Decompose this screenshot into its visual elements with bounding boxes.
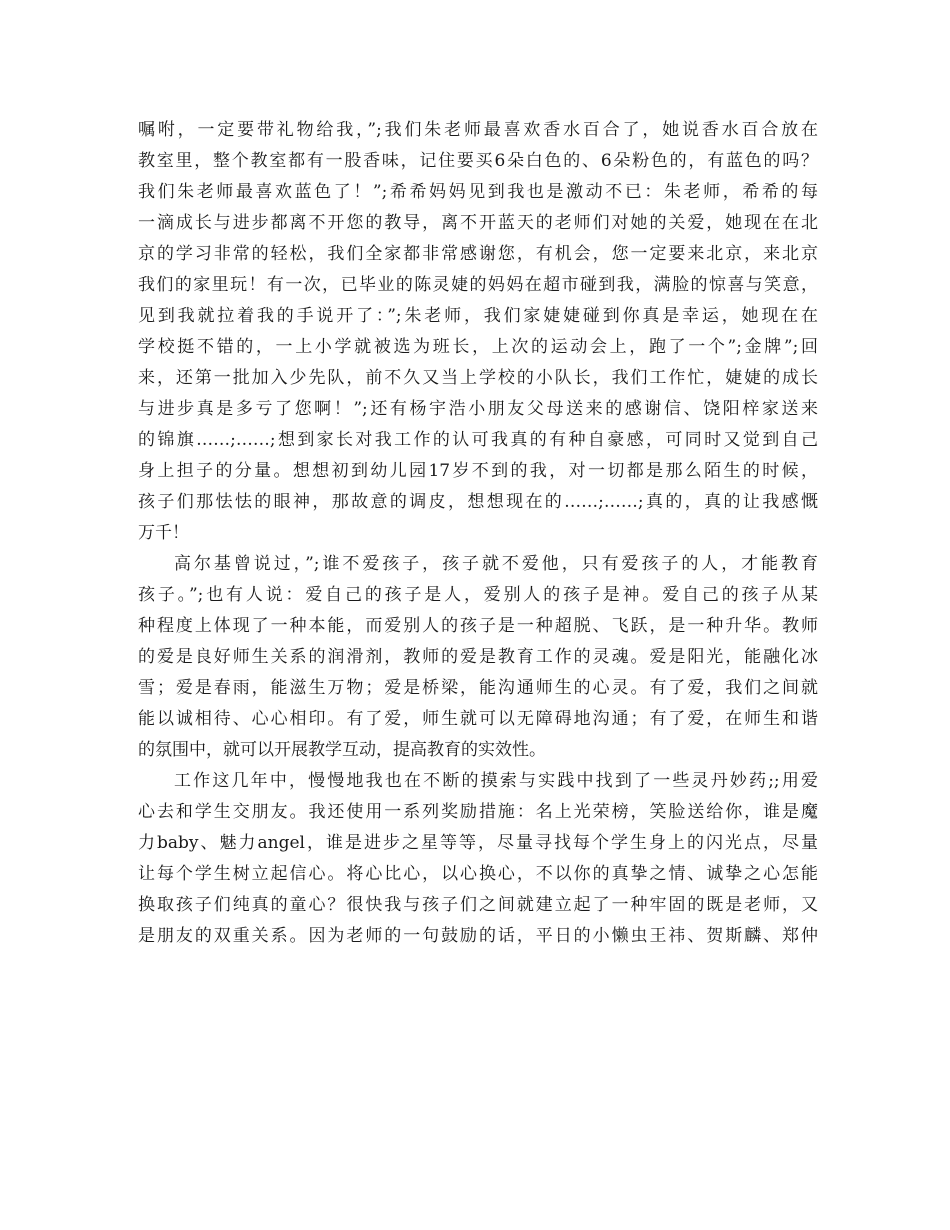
text-line: 与进步真是多亏了您啊！”;还有杨宇浩小朋友父母送来的感谢信、饶阳梓家送来 xyxy=(138,399,818,419)
text-line: 心去和学生交朋友。我还使用一系列奖励措施：名上光荣榜，笑脸送给你，谁是魔 xyxy=(138,802,818,822)
document-page xyxy=(138,115,818,952)
text-line: 一滴成长与进步都离不开您的教导，离不开蓝天的老师们对她的关爱，她现在在北 xyxy=(138,213,818,233)
text-line: 的氛围中，就可以开展教学互动，提高教育的实效性。 xyxy=(138,740,546,760)
text-line: 万千！ xyxy=(138,523,189,543)
paragraph-3 xyxy=(138,766,818,952)
text-line: 我们的家里玩！有一次，已毕业的陈灵婕的妈妈在超市碰到我，满脸的惊喜与笑意， xyxy=(138,275,818,295)
text-line: 的锦旗……;……;想到家长对我工作的认可我真的有种自豪感，可同时又觉到自己 xyxy=(138,430,818,450)
text-line: 来，还第一批加入少先队，前不久又当上学校的小队长，我们工作忙，婕婕的成长 xyxy=(138,368,818,388)
text-line: 高尔基曾说过，”;谁不爱孩子，孩子就不爱他，只有爱孩子的人，才能教育 xyxy=(174,554,818,574)
text-line: 学校挺不错的，一上小学就被选为班长，上次的运动会上，跑了一个”;金牌”;回 xyxy=(138,337,818,357)
text-line: 是朋友的双重关系。因为老师的一句鼓励的话，平日的小懒虫王祎、贺斯麟、郑仲 xyxy=(138,926,818,946)
text-line: 教室里，整个教室都有一股香味，记住要买6朵白色的、6朵粉色的，有蓝色的吗？ xyxy=(138,151,818,171)
text-line: 孩子们那怯怯的眼神，那故意的调皮，想想现在的……;……;真的，真的让我感慨 xyxy=(138,492,818,512)
text-line: 力baby、魅力angel，谁是进步之星等等，尽量寻找每个学生身上的闪光点，尽量 xyxy=(138,833,818,853)
paragraph-1 xyxy=(138,115,818,549)
text-line: 工作这几年中，慢慢地我也在不断的摸索与实践中找到了一些灵丹妙药;;用爱 xyxy=(174,771,818,791)
text-line: 的爱是良好师生关系的润滑剂，教师的爱是教育工作的灵魂。爱是阳光，能融化冰 xyxy=(138,647,818,667)
text-line: 京的学习非常的轻松，我们全家都非常感谢您，有机会，您一定要来北京，来北京 xyxy=(138,244,818,264)
text-line: 雪；爱是春雨，能滋生万物；爱是桥梁，能沟通师生的心灵。有了爱，我们之间就 xyxy=(138,678,818,698)
text-line: 种程度上体现了一种本能，而爱别人的孩子是一种超脱、飞跃，是一种升华。教师 xyxy=(138,616,818,636)
text-line: 见到我就拉着我的手说开了：”;朱老师，我们家婕婕碰到你真是幸运，她现在在 xyxy=(138,306,818,326)
text-line: 身上担子的分量。想想初到幼儿园17岁不到的我，对一切都是那么陌生的时候， xyxy=(138,461,818,481)
text-line: 能以诚相待、心心相印。有了爱，师生就可以无障碍地沟通；有了爱，在师生和谐 xyxy=(138,709,818,729)
paragraph-2 xyxy=(138,549,818,766)
text-line: 换取孩子们纯真的童心？很快我与孩子们之间就建立起了一种牢固的既是老师，又 xyxy=(138,895,818,915)
text-line: 嘱咐，一定要带礼物给我，”;我们朱老师最喜欢香水百合了，她说香水百合放在 xyxy=(138,120,818,140)
text-line: 孩子。”;也有人说：爱自己的孩子是人，爱别人的孩子是神。爱自己的孩子从某 xyxy=(138,585,818,605)
text-line: 我们朱老师最喜欢蓝色了！”;希希妈妈见到我也是激动不已：朱老师，希希的每 xyxy=(138,182,818,202)
text-line: 让每个学生树立起信心。将心比心，以心换心，不以你的真挚之情、诚挚之心怎能 xyxy=(138,864,818,884)
